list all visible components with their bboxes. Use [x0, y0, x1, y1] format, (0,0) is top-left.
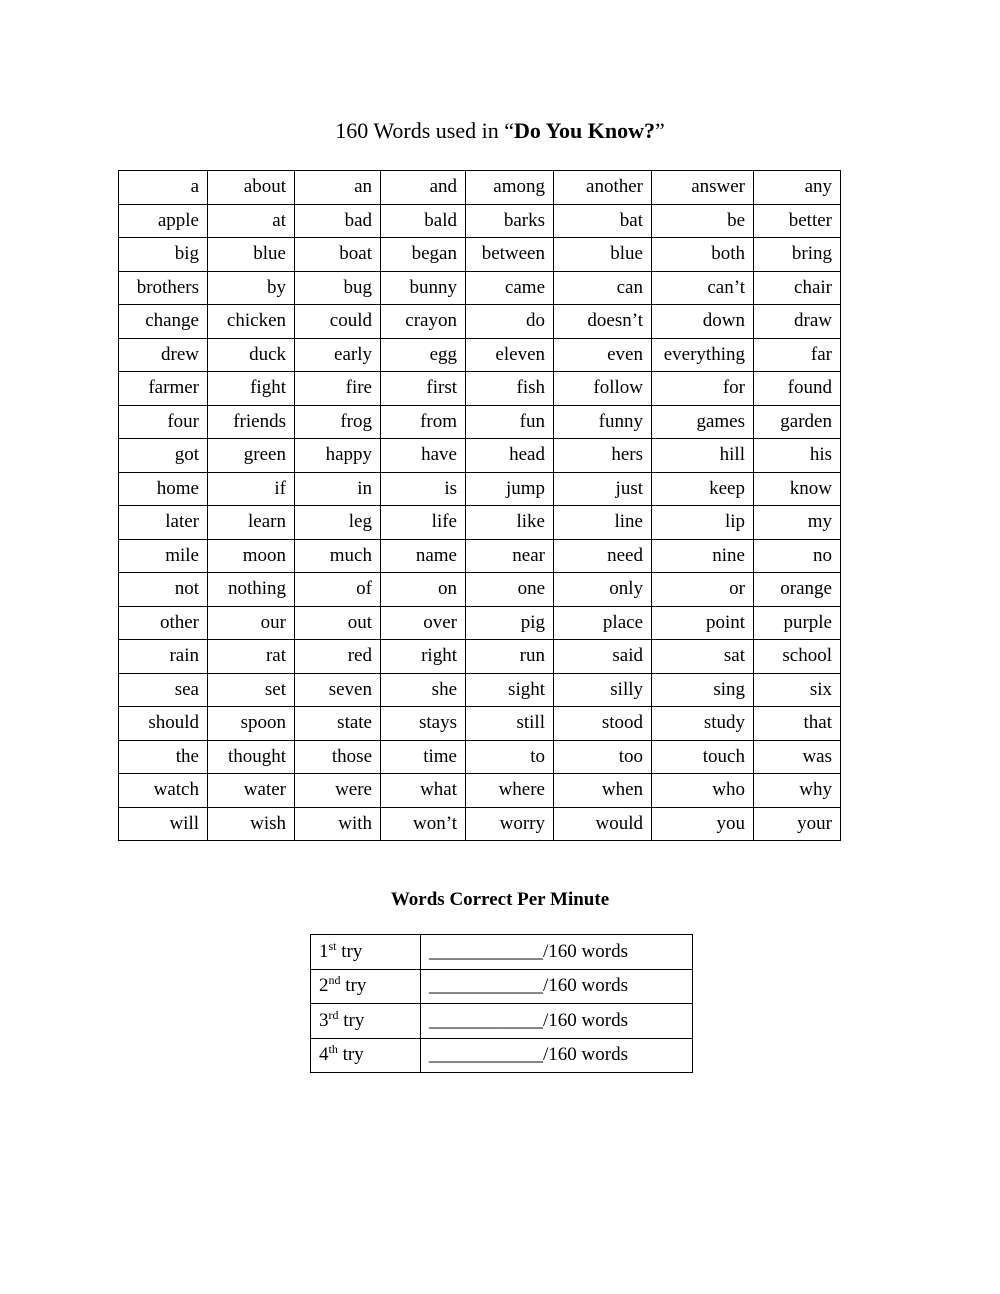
word-cell: know [754, 472, 841, 506]
word-cell: where [466, 774, 554, 808]
word-row [119, 372, 841, 406]
try-label: try [337, 1044, 364, 1066]
word-cell: bald [381, 204, 466, 238]
try-row [311, 935, 693, 970]
try-number: 3 [319, 1009, 329, 1031]
try-row [311, 969, 693, 1004]
word-cell: our [208, 606, 295, 640]
word-cell: hill [652, 439, 754, 473]
word-cell: came [466, 271, 554, 305]
word-cell: study [652, 707, 754, 741]
word-row [119, 271, 841, 305]
word-row [119, 774, 841, 808]
word-cell: be [652, 204, 754, 238]
title-prefix: 160 Words used in “ [335, 118, 514, 143]
word-row [119, 640, 841, 674]
word-cell: doesn’t [554, 305, 652, 339]
word-cell: an [295, 171, 381, 205]
word-row [119, 305, 841, 339]
word-cell: water [208, 774, 295, 808]
word-cell: stays [381, 707, 466, 741]
word-cell: farmer [119, 372, 208, 406]
word-cell: who [652, 774, 754, 808]
word-row [119, 740, 841, 774]
word-cell: when [554, 774, 652, 808]
word-cell: sea [119, 673, 208, 707]
word-cell: hers [554, 439, 652, 473]
word-cell: down [652, 305, 754, 339]
word-cell: out [295, 606, 381, 640]
word-cell: school [754, 640, 841, 674]
word-row [119, 807, 841, 841]
word-cell: sight [466, 673, 554, 707]
word-row [119, 204, 841, 238]
word-cell: apple [119, 204, 208, 238]
word-cell: or [652, 573, 754, 607]
wcpm-heading: Words Correct Per Minute [390, 889, 610, 910]
word-cell: among [466, 171, 554, 205]
word-cell: seven [295, 673, 381, 707]
word-cell: if [208, 472, 295, 506]
word-row [119, 472, 841, 506]
word-cell: would [554, 807, 652, 841]
word-cell: not [119, 573, 208, 607]
word-cell: life [381, 506, 466, 540]
word-row [119, 338, 841, 372]
word-cell: at [208, 204, 295, 238]
word-cell: crayon [381, 305, 466, 339]
word-cell: in [295, 472, 381, 506]
word-cell: my [754, 506, 841, 540]
word-cell: chair [754, 271, 841, 305]
word-cell: those [295, 740, 381, 774]
try-label: try [340, 975, 367, 997]
word-cell: home [119, 472, 208, 506]
word-cell: spoon [208, 707, 295, 741]
word-cell: bat [554, 204, 652, 238]
try-ordinal: nd [328, 973, 341, 988]
word-cell: follow [554, 372, 652, 406]
word-cell: won’t [381, 807, 466, 841]
word-cell: keep [652, 472, 754, 506]
word-cell: worry [466, 807, 554, 841]
word-cell: change [119, 305, 208, 339]
word-row [119, 405, 841, 439]
word-cell: six [754, 673, 841, 707]
word-cell: bring [754, 238, 841, 272]
word-cell: need [554, 539, 652, 573]
word-cell: point [652, 606, 754, 640]
word-cell: got [119, 439, 208, 473]
word-cell: early [295, 338, 381, 372]
word-cell: head [466, 439, 554, 473]
title-bold: Do You Know? [513, 118, 655, 143]
word-cell: egg [381, 338, 466, 372]
word-cell: pig [466, 606, 554, 640]
word-row [119, 573, 841, 607]
word-cell: leg [295, 506, 381, 540]
word-cell: watch [119, 774, 208, 808]
try-number: 1 [319, 940, 329, 962]
word-cell: boat [295, 238, 381, 272]
word-cell: were [295, 774, 381, 808]
word-cell: found [754, 372, 841, 406]
word-cell: red [295, 640, 381, 674]
word-cell: by [208, 271, 295, 305]
word-cell: a [119, 171, 208, 205]
word-cell: too [554, 740, 652, 774]
word-cell: with [295, 807, 381, 841]
word-cell: the [119, 740, 208, 774]
word-cell: garden [754, 405, 841, 439]
word-row [119, 238, 841, 272]
word-cell: fish [466, 372, 554, 406]
word-cell: nine [652, 539, 754, 573]
word-cell: brothers [119, 271, 208, 305]
word-cell: bad [295, 204, 381, 238]
word-cell: fun [466, 405, 554, 439]
word-row [119, 539, 841, 573]
word-cell: to [466, 740, 554, 774]
try-number: 4 [319, 1044, 329, 1066]
word-table [118, 170, 841, 841]
tries-table-body [311, 935, 693, 1073]
word-cell: any [754, 171, 841, 205]
word-cell: for [652, 372, 754, 406]
word-cell: blue [208, 238, 295, 272]
word-cell: place [554, 606, 652, 640]
word-cell: answer [652, 171, 754, 205]
word-cell: she [381, 673, 466, 707]
try-ordinal: st [328, 938, 337, 953]
word-cell: you [652, 807, 754, 841]
word-cell: what [381, 774, 466, 808]
word-cell: happy [295, 439, 381, 473]
word-row [119, 171, 841, 205]
try-label-cell [311, 1004, 421, 1039]
word-cell: no [754, 539, 841, 573]
try-number: 2 [319, 975, 329, 997]
try-label-cell [311, 969, 421, 1004]
word-cell: other [119, 606, 208, 640]
word-cell: everything [652, 338, 754, 372]
word-cell: still [466, 707, 554, 741]
word-cell: fire [295, 372, 381, 406]
word-cell: time [381, 740, 466, 774]
word-cell: thought [208, 740, 295, 774]
word-cell: nothing [208, 573, 295, 607]
word-cell: just [554, 472, 652, 506]
word-cell: even [554, 338, 652, 372]
word-cell: silly [554, 673, 652, 707]
word-cell: rain [119, 640, 208, 674]
try-label: try [336, 940, 363, 962]
word-cell: and [381, 171, 466, 205]
word-cell: barks [466, 204, 554, 238]
word-cell: have [381, 439, 466, 473]
word-cell: is [381, 472, 466, 506]
word-cell: run [466, 640, 554, 674]
word-cell: name [381, 539, 466, 573]
word-cell: why [754, 774, 841, 808]
word-cell: will [119, 807, 208, 841]
word-cell: four [119, 405, 208, 439]
word-cell: fight [208, 372, 295, 406]
word-cell: his [754, 439, 841, 473]
word-cell: one [466, 573, 554, 607]
word-cell: was [754, 740, 841, 774]
word-cell: about [208, 171, 295, 205]
word-cell: drew [119, 338, 208, 372]
word-cell: sing [652, 673, 754, 707]
word-cell: learn [208, 506, 295, 540]
word-cell: orange [754, 573, 841, 607]
word-cell: of [295, 573, 381, 607]
try-score-cell: ____________/160 words [421, 969, 693, 1004]
word-cell: should [119, 707, 208, 741]
word-cell: wish [208, 807, 295, 841]
tries-table [310, 934, 693, 1073]
word-cell: near [466, 539, 554, 573]
word-cell: from [381, 405, 466, 439]
try-ordinal: rd [328, 1007, 339, 1022]
word-cell: both [652, 238, 754, 272]
word-cell: on [381, 573, 466, 607]
word-row [119, 707, 841, 741]
try-ordinal: th [328, 1042, 338, 1057]
word-cell: another [554, 171, 652, 205]
word-cell: like [466, 506, 554, 540]
word-cell: your [754, 807, 841, 841]
word-cell: state [295, 707, 381, 741]
word-row [119, 606, 841, 640]
word-row [119, 673, 841, 707]
word-cell: later [119, 506, 208, 540]
word-cell: only [554, 573, 652, 607]
word-cell: do [466, 305, 554, 339]
word-cell: began [381, 238, 466, 272]
word-cell: better [754, 204, 841, 238]
word-cell: moon [208, 539, 295, 573]
try-label-cell [311, 935, 421, 970]
word-cell: over [381, 606, 466, 640]
word-cell: could [295, 305, 381, 339]
word-cell: much [295, 539, 381, 573]
word-cell: chicken [208, 305, 295, 339]
word-cell: mile [119, 539, 208, 573]
page-title [0, 116, 1000, 146]
word-cell: first [381, 372, 466, 406]
word-cell: line [554, 506, 652, 540]
try-score-cell: ____________/160 words [421, 1004, 693, 1039]
try-row [311, 1004, 693, 1039]
word-cell: between [466, 238, 554, 272]
word-cell: big [119, 238, 208, 272]
word-cell: games [652, 405, 754, 439]
word-cell: green [208, 439, 295, 473]
word-cell: bunny [381, 271, 466, 305]
word-cell: said [554, 640, 652, 674]
try-row [311, 1038, 693, 1073]
try-label-cell [311, 1038, 421, 1073]
word-cell: jump [466, 472, 554, 506]
word-cell: can [554, 271, 652, 305]
word-cell: right [381, 640, 466, 674]
word-cell: sat [652, 640, 754, 674]
word-cell: duck [208, 338, 295, 372]
word-cell: can’t [652, 271, 754, 305]
word-cell: rat [208, 640, 295, 674]
word-row [119, 506, 841, 540]
word-cell: eleven [466, 338, 554, 372]
word-table-body [119, 171, 841, 841]
word-cell: blue [554, 238, 652, 272]
word-row [119, 439, 841, 473]
word-cell: stood [554, 707, 652, 741]
word-cell: touch [652, 740, 754, 774]
word-cell: purple [754, 606, 841, 640]
word-cell: funny [554, 405, 652, 439]
word-cell: bug [295, 271, 381, 305]
word-cell: frog [295, 405, 381, 439]
title-suffix: ” [654, 118, 665, 143]
word-cell: set [208, 673, 295, 707]
try-score-cell: ____________/160 words [421, 935, 693, 970]
word-cell: far [754, 338, 841, 372]
try-score-cell: ____________/160 words [421, 1038, 693, 1073]
word-cell: lip [652, 506, 754, 540]
word-cell: that [754, 707, 841, 741]
word-cell: draw [754, 305, 841, 339]
word-cell: friends [208, 405, 295, 439]
try-label: try [338, 1009, 365, 1031]
